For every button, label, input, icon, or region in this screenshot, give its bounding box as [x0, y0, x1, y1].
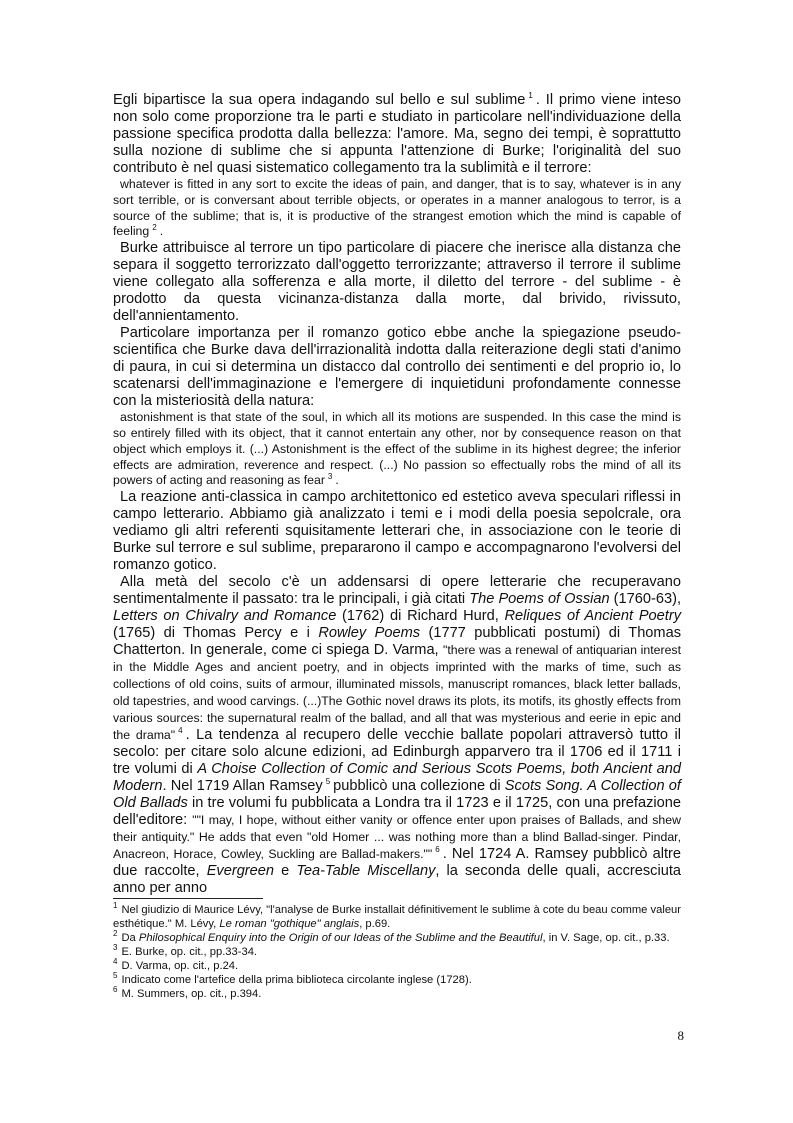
text-run: pubblicò una collezione di [333, 778, 505, 795]
footnote-number: 6 [113, 985, 118, 995]
text-run: astonishment is that state of the soul, in which all its motions are suspended. In this case the mind is so entirely filled with its object, that it cannot entertain any other, nor by consequence reason on that object which employs it. (...) Astonishment is the effect of the sublime in its highest degree; the inferior effects are admiration, reverence and respect. (...) No passion so effectually robs the mind of all its powers of acting and reasoning as fear [113, 410, 681, 488]
italic-title: Letters on Chivalry and Romance [113, 608, 337, 625]
footnote-ref: 1 [528, 91, 533, 101]
body-paragraph [113, 92, 681, 177]
italic-title: Tea-Table Miscellany [296, 863, 436, 880]
footnote-number: 4 [113, 957, 118, 967]
footnote [113, 931, 681, 945]
footnote [113, 987, 681, 1001]
text-run: , in V. Sage, op. cit., p.33. [542, 932, 670, 944]
text-run: . Nel 1719 Allan Ramsey [162, 778, 323, 795]
italic-title: Evergreen [206, 863, 275, 880]
block-quote [113, 410, 681, 489]
footnote [113, 945, 681, 959]
italic-title: Le roman "gothique" anglais [219, 918, 360, 930]
text-run: M. Summers, op. cit., p.394. [121, 988, 262, 1000]
footnote-number: 5 [113, 971, 118, 981]
italic-title: Reliques of Ancient Poetry [504, 608, 681, 625]
text-run: e [274, 863, 297, 880]
text-run: (1760-63), [609, 591, 682, 608]
italic-title: The Poems of Ossian [469, 591, 610, 608]
footnote-ref: 4 [178, 726, 183, 736]
text-run: whatever is fitted in any sort to excite the ideas of pain, and danger, that is to say, whatever is in any sort terrible, or is conversant about terrible objects, or operates in a manner analogous to terror, is a source of the sublime; that is, it is productive of the strangest emotion which the mind is capable of feeling [113, 177, 681, 239]
footnote-number: 2 [113, 929, 118, 939]
footnotes [113, 903, 681, 1001]
inline-quote: ""I may, I hope, without either vanity or offence enter upon praises of Ballads, and shew their antiquity." He adds that even "old Homer ... was nothing more than a blind Ballad-singer. Pindar, Anacreon, Horace, Cowley, Suckling are Ballad-makers."" [113, 813, 681, 862]
footnote-separator [113, 898, 263, 899]
text-run: . La tendenza al recupero delle vecchie ballate popolari attraversò tutto il secolo: per citare solo alcune edizioni, ad Edinburgh apparvero tra il 1706 ed il 1711 i tre volumi di [113, 727, 681, 778]
text-run: (1762) di Richard Hurd, [336, 608, 505, 625]
text-run: . [159, 224, 164, 239]
footnote [113, 903, 681, 931]
body-paragraph [113, 240, 681, 325]
block-quote [113, 177, 681, 240]
text-run: Particolare importanza per il romanzo gotico ebbe anche la spiegazione pseudo-scientifica che Burke dava dell'irrazionalità indotta dalla reiterazione degli stati d'animo di paura, in cui si determina un distacco dal controllo dei sentimenti e del proprio io, lo scatenarsi dell'immaginazione e l'emergere di inquietiduni profondamente connesse con la misteriosità della natura: [113, 325, 681, 410]
text-run: Nel giudizio di Maurice Lévy, "l'analyse de Burke installait définitivement le sublime à cote du beau comme valeur esthétique." M. Lévy, [113, 904, 681, 930]
italic-title: Philosophical Enquiry into the Origin of our Ideas of the Sublime and the Beautiful [138, 932, 543, 944]
text-run: Alla metà del secolo c'è un addensarsi di opere letterarie che recuperavano sentimentalmente il passato: tra le principali, i già citati [113, 574, 681, 608]
text-run: . Il primo viene inteso non solo come proporzione tra le parti e studiato in particolare nell'individuazione della passione specifica prodotta dalla bellezza: l'amore. Ma, segno dei tempi, è soprattutto sulla nozione di sublime che si appunta l'attenzione di Burke; l'originalità del suo contributo è nel quasi sistematico collegamento tra la sublimità e il terrore: [113, 92, 681, 176]
italic-title: Scots Song. A Collection of Old Ballads [113, 778, 681, 812]
footnote-ref: 6 [435, 845, 440, 855]
footnote-ref: 3 [327, 472, 333, 482]
text-run: D. Varma, op. cit., p.24. [121, 960, 239, 972]
text-run: Indicato come l'artefice della prima biblioteca circolante inglese (1728). [121, 974, 472, 986]
italic-title: Rowley Poems [318, 625, 421, 642]
page-body [113, 92, 681, 897]
text-run: (1765) di Thomas Percy e i [113, 625, 319, 642]
footnote-number: 1 [113, 901, 118, 911]
body-paragraph [113, 574, 681, 897]
footnote-number: 3 [113, 943, 118, 953]
footnote-ref: 2 [152, 223, 157, 233]
italic-title: A Choise Collection of Comic and Serious Scots Poems, both Ancient and Modern [113, 761, 681, 795]
text-run: . Nel 1724 A. Ramsey pubblicò altre due raccolte, [113, 846, 681, 880]
inline-quote: "there was a renewal of antiquarian interest in the Middle Ages and ancient poetry, and in objects imprinted with the marks of time, such as collections of old coins, suits of armour, illuminated missols, manuscript romances, black letter ballads, old tapestries, and wood carvings. (...)The Gothic novel draws its plots, its motifs, its ghostly effects from various sources: the supernatural realm of the ballad, and all that was mysterious and eerie in epic and the drama" [113, 643, 681, 743]
text-run: , p.69. [359, 918, 391, 930]
text-run: Da [121, 932, 139, 944]
text-run: Egli bipartisce la sua opera indagando sul bello e sul sublime [113, 92, 526, 108]
body-paragraph [113, 489, 681, 574]
footnote [113, 959, 681, 973]
footnote [113, 973, 681, 987]
text-run: La reazione anti-classica in campo architettonico ed estetico aveva speculari riflessi in campo letterario. Abbiamo già analizzato i temi e i modi della poesia sepolcrale, ora vediamo gli altri referenti squisitamente letterari che, in associazione con le teorie di Burke sul terrore e sul sublime, prepararono il campo e accompagnarono l'evolversi del romanzo gotico. [113, 489, 681, 574]
page-number: 8 [677, 1028, 684, 1043]
text-run: E. Burke, op. cit., pp.33-34. [121, 946, 258, 958]
text-run: (1777 pubblicati postumi) di Thomas Chatterton. In generale, come ci spiega D. Varma, [113, 625, 681, 659]
text-run: , la seconda delle quali, accresciuta anno per anno [113, 863, 681, 897]
text-run: in tre volumi fu pubblicata a Londra tra il 1723 e il 1725, con una prefazione dell'editore: [113, 795, 681, 829]
body-paragraph [113, 325, 681, 410]
footnote-ref: 5 [325, 777, 331, 787]
text-run: . [335, 473, 339, 488]
text-run: Burke attribuisce al terrore un tipo particolare di piacere che inerisce alla distanza che separa il soggetto terrorizzato dall'oggetto terrorizzante; attraverso il terrore il sublime viene collegato alla sofferenza e alla morte, il diletto del terrore - del sublime - è prodotto da questa vicinanza-distanza dalla morte, dal brivido, rivissuto, dell'annientamento. [113, 240, 681, 325]
